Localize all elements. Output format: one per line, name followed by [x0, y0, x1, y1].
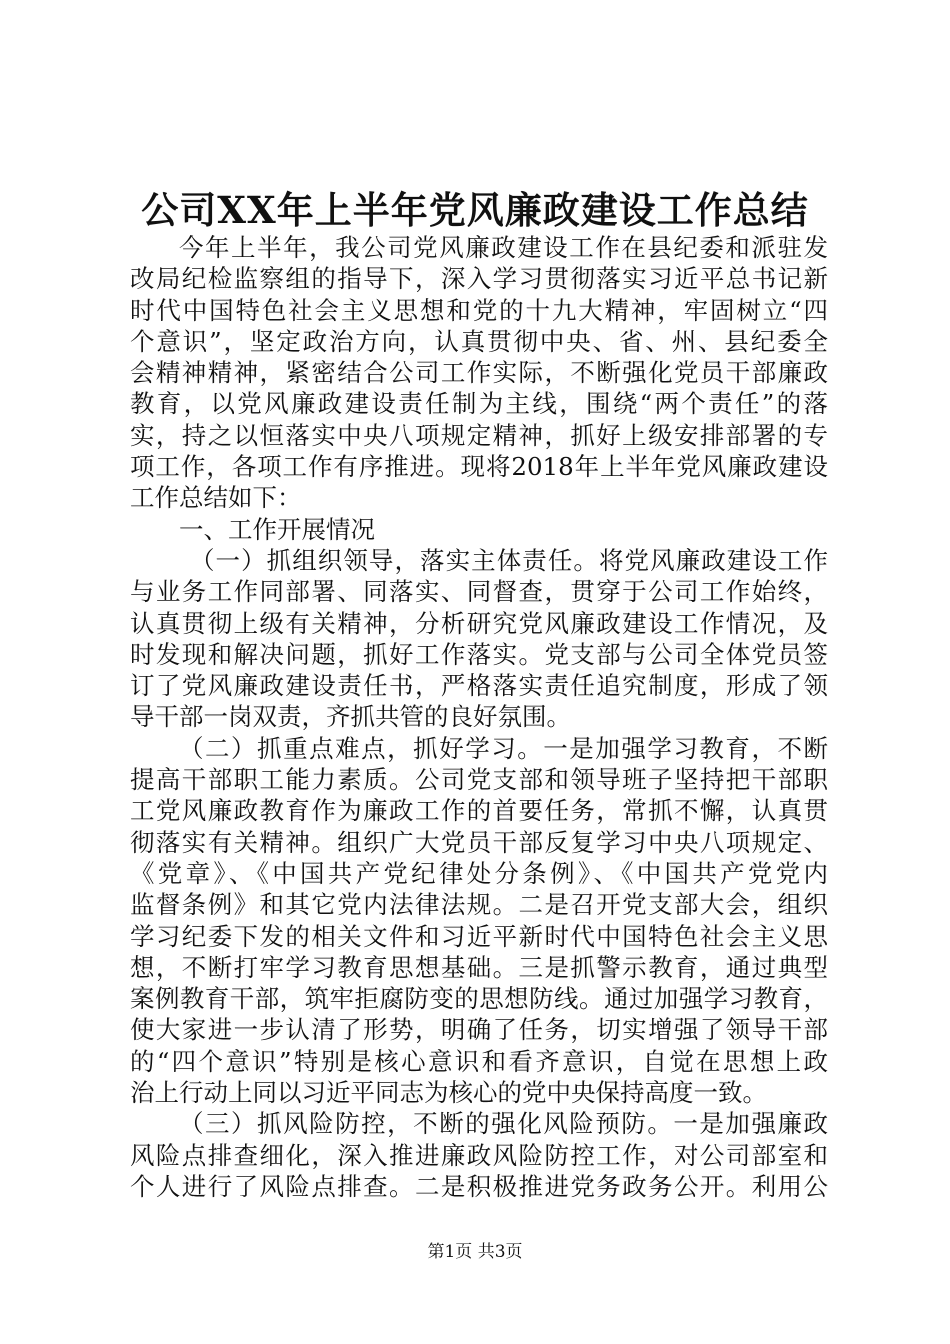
text-line: 今年上半年，我公司党风廉政建设工作在县纪委和派驻发: [179, 233, 828, 262]
text-line: （一）抓组织领导，落实主体责任。将党风廉政建设工作: [190, 545, 828, 575]
text-line: 的“四个意识”特别是核心意识和看齐意识，自觉在思想上政: [130, 1046, 828, 1076]
text-line: 治上行动上同以习近平同志为核心的党中央保持高度一致。: [130, 1078, 767, 1108]
text-line: 提高干部职工能力素质。公司党支部和领导班子坚持把干部职: [130, 765, 828, 795]
text-line: 教育，以党风廉政建设责任制为主线，围绕“两个责任”的落: [130, 389, 828, 419]
document-body: [130, 232, 828, 1202]
text-line: 《党章》、《中国共产党纪律处分条例》、《中国共产党党内: [130, 858, 828, 888]
text-line: （二）抓重点难点，抓好学习。一是加强学习教育，不断: [179, 733, 828, 763]
text-line: 实，持之以恒落实中央八项规定精神，抓好上级安排部署的专: [130, 420, 828, 450]
text-line: 案例教育干部，筑牢拒腐防变的思想防线。通过加强学习教育，: [130, 984, 828, 1014]
text-line: 导干部一岗双责，齐抓共管的良好氛围。: [130, 702, 571, 732]
text-line: 想，不断打牢学习教育思想基础。三是抓警示教育，通过典型: [130, 952, 828, 982]
text-line: 会精神精神，紧密结合公司工作实际，不断强化党员干部廉政: [130, 358, 828, 388]
text-line: 认真贯彻上级有关精神，分析研究党风廉政建设工作情况，及: [130, 608, 828, 638]
text-line: （三）抓风险防控，不断的强化风险预防。一是加强廉政: [179, 1109, 828, 1139]
text-line: 项工作，各项工作有序推进。现将2018年上半年党风廉政建设: [130, 452, 828, 482]
section-heading: 一、工作开展情况: [179, 514, 375, 544]
page-footer: 第1页 共3页: [427, 1242, 523, 1262]
document-title: 公司XX年上半年党风廉政建设工作总结: [141, 188, 809, 232]
text-line: 工作总结如下：: [130, 483, 302, 513]
text-line: 改局纪检监察组的指导下，深入学习贯彻落实习近平总书记新: [130, 264, 828, 294]
text-line: 个意识”，坚定政治方向，认真贯彻中央、省、州、县纪委全: [130, 326, 828, 356]
text-line: 时发现和解决问题，抓好工作落实。党支部与公司全体党员签: [130, 639, 828, 669]
text-line: 与业务工作同部署、同落实、同督查，贯穿于公司工作始终，: [130, 577, 828, 607]
text-line: 工党风廉政教育作为廉政工作的首要任务，常抓不懈，认真贯: [130, 796, 828, 826]
text-line: 学习纪委下发的相关文件和习近平新时代中国特色社会主义思: [130, 921, 828, 951]
text-line: 风险点排查细化，深入推进廉政风险防控工作，对公司部室和: [130, 1140, 828, 1170]
text-line: 个人进行了风险点排查。二是积极推进党务政务公开。利用公: [130, 1171, 828, 1201]
text-line: 监督条例》和其它党内法律法规。二是召开党支部大会，组织: [130, 890, 828, 920]
text-line: 订了党风廉政建设责任书，严格落实责任追究制度，形成了领: [130, 671, 828, 701]
text-line: 彻落实有关精神。组织广大党员干部反复学习中央八项规定、: [130, 827, 828, 857]
text-line: 使大家进一步认清了形势，明确了任务，切实增强了领导干部: [130, 1015, 828, 1045]
text-line: 时代中国特色社会主义思想和党的十九大精神，牢固树立“四: [130, 295, 828, 325]
